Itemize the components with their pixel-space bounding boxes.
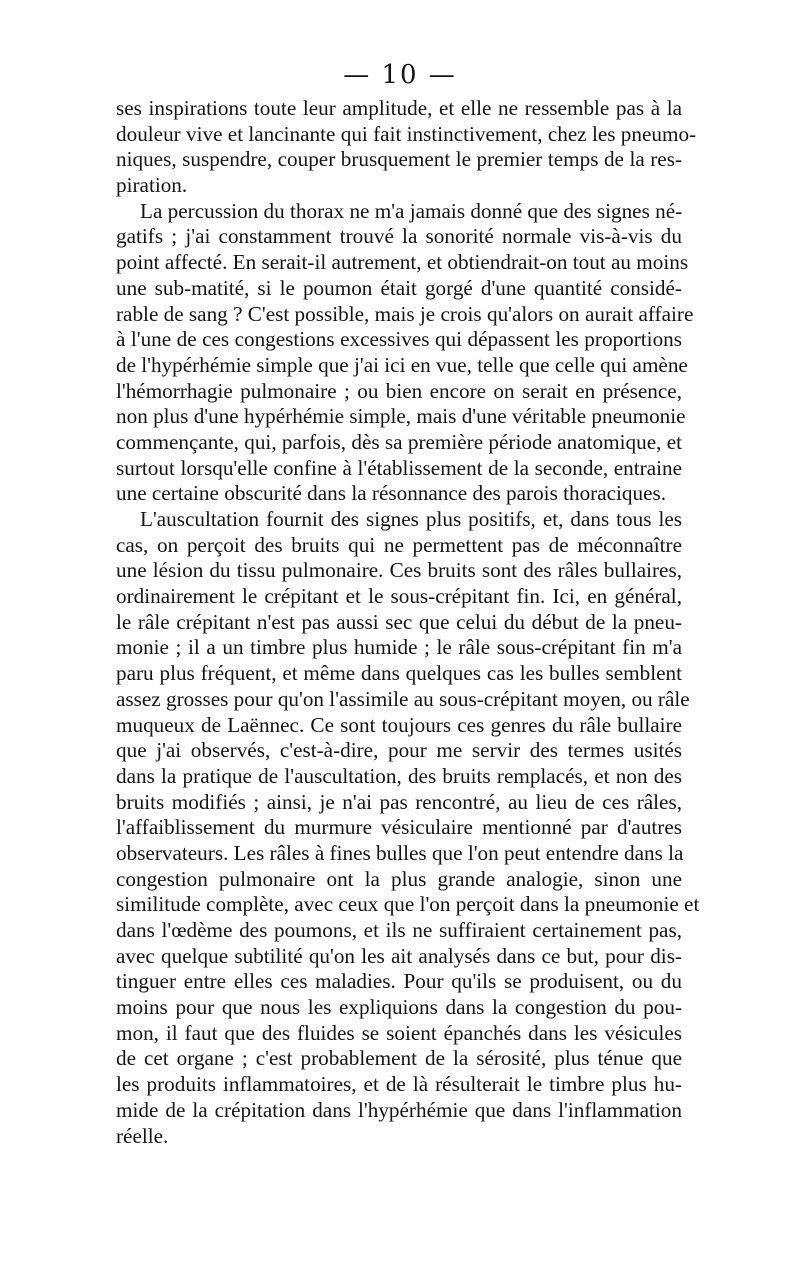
text-line: l'affaiblissement du murmure vésiculaire mentionné par d'autres — [116, 815, 682, 840]
paragraph — [116, 96, 697, 199]
text-line: une certaine obscurité dans la résonnance des parois thoraciques. — [116, 481, 667, 506]
text-line: les produits inflammatoires, et de là résulterait le timbre plus hu- — [116, 1072, 682, 1097]
text-line: réelle. — [116, 1123, 169, 1148]
text-line: une lésion du tissu pulmonaire. Ces bruits sont des râles bullaires, — [116, 558, 682, 583]
text-line: avec quelque subtilité qu'on les ait analysés dans ce but, pour dis- — [116, 943, 682, 968]
paragraph — [116, 198, 694, 507]
text-line: gatifs ; j'ai constamment trouvé la sonorité normale vis-à-vis du — [116, 224, 682, 249]
text-line: dans la pratique de l'auscultation, des bruits remplacés, et non des — [116, 763, 682, 788]
text-line: commençante, qui, parfois, dès sa première période anatomique, et — [116, 429, 682, 454]
page-number: — 10 — — [343, 60, 457, 90]
text-line: cas, on perçoit des bruits qui ne permettent pas de méconnaître — [116, 532, 682, 557]
text-line: observateurs. Les râles à fines bulles que l'on peut entendre dans la — [116, 840, 684, 865]
text-line: de l'hypérhémie simple que j'ai ici en vue, telle que celle qui amène — [116, 352, 688, 377]
text-line: congestion pulmonaire ont la plus grande analogie, sinon une — [116, 866, 682, 891]
text-line: de cet organe ; c'est probablement de la sérosité, plus ténue que — [116, 1046, 682, 1071]
text-line: surtout lorsqu'elle confine à l'établissement de la seconde, entraine — [116, 455, 682, 480]
text-line: l'hémorrhagie pulmonaire ; ou bien encore on serait en présence, — [116, 378, 682, 403]
text-line: mide de la crépitation dans l'hypérhémie que dans l'inflammation — [116, 1097, 682, 1122]
text-line: La percussion du thorax ne m'a jamais donné que des signes né- — [140, 198, 683, 223]
text-line: muqueux de Laënnec. Ce sont toujours ces genres du râle bullaire — [116, 712, 682, 737]
text-line: piration. — [116, 173, 188, 198]
text-line: rable de sang ? C'est possible, mais je crois qu'alors on aurait affaire — [116, 301, 694, 326]
text-line: moins pour que nous les expliquions dans la congestion du pou- — [116, 995, 682, 1020]
text-line: similitude complète, avec ceux que l'on perçoit dans la pneumonie et — [116, 892, 700, 917]
text-line: dans l'œdème des poumons, et ils ne suffiraient certainement pas, — [116, 918, 682, 942]
text-line: le râle crépitant n'est pas aussi sec que celui du début de la pneu- — [116, 609, 682, 634]
text-line: mon, il faut que des fluides se soient épanchés dans les vésicules — [116, 1020, 682, 1045]
text-line: point affecté. En serait-il autrement, et obtiendrait-on tout au moins — [116, 250, 689, 275]
text-line: bruits modifiés ; ainsi, je n'ai pas rencontré, au lieu de ces râles, — [116, 789, 682, 814]
text-line: paru plus fréquent, et même dans quelques cas les bulles semblent — [116, 661, 682, 686]
text-line: douleur vive et lancinante qui fait instinctivement, chez les pneumo- — [116, 121, 697, 146]
text-line: niques, suspendre, couper brusquement le premier temps de la res- — [116, 147, 682, 172]
body-text — [116, 96, 700, 1149]
text-line: L'auscultation fournit des signes plus positifs, et, dans tous les — [140, 507, 682, 531]
text-line: ses inspirations toute leur amplitude, et elle ne ressemble pas à la — [116, 96, 682, 120]
text-line: à l'une de ces congestions excessives qui dépassent les proportions — [116, 327, 682, 352]
text-line: monie ; il a un timbre plus humide ; le râle sous-crépitant fin m'a — [116, 635, 682, 660]
text-line: tinguer entre elles ces maladies. Pour qu'ils se produisent, ou du — [116, 969, 682, 994]
text-line: assez grosses pour qu'on l'assimile au sous-crépitant moyen, ou râle — [116, 686, 690, 711]
paragraph — [116, 507, 700, 1149]
text-line: non plus d'une hypérhémie simple, mais d'une véritable pneumonie — [116, 404, 686, 429]
text-line: ordinairement le crépitant et le sous-crépitant fin. Ici, en général, — [116, 584, 682, 609]
text-line: que j'ai observés, c'est-à-dire, pour me servir des termes usités — [116, 738, 682, 763]
text-line: une sub-matité, si le poumon était gorgé d'une quantité considé- — [116, 275, 682, 300]
